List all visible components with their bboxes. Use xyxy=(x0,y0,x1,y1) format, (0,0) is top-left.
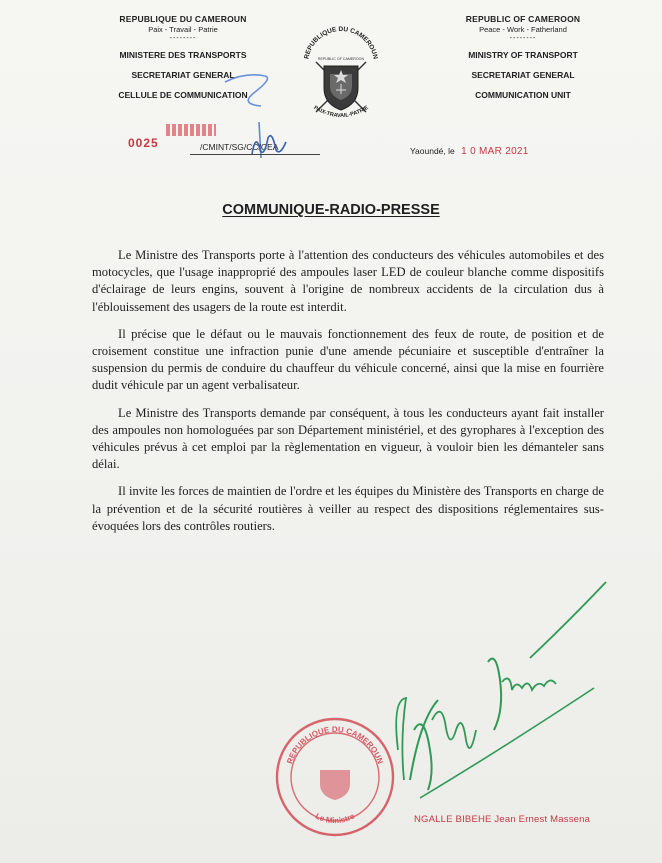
header-left-secretariat: SECRETARIAT GENERAL xyxy=(131,70,235,80)
seal-ring-text: REPUBLIQUE DU CAMEROUN xyxy=(285,724,385,766)
coat-bottom-text: PAIX-TRAVAIL-PATRIE xyxy=(312,104,370,120)
official-seal-icon xyxy=(270,712,400,842)
document-title xyxy=(0,202,662,218)
signature-icon xyxy=(380,580,640,820)
svg-text:REPUBLIQUE DU CAMEROUN xyxy=(303,26,378,60)
header-right-separator: -------- xyxy=(509,35,537,42)
signer-name: NGALLE BIBEHE Jean Ernest Massena xyxy=(414,814,591,825)
svg-text:Le Ministre xyxy=(314,811,357,825)
coat-of-arms-icon xyxy=(296,20,386,130)
document-body xyxy=(92,247,604,545)
coat-sub-text: REPUBLIC OF CAMEROON xyxy=(317,57,365,61)
seal-inner-text: Le Ministre xyxy=(313,811,357,826)
header-left-unit: CELLULE DE COMMUNICATION xyxy=(118,90,248,100)
header-right-country: REPUBLIC OF CAMEROON xyxy=(465,14,581,24)
paragraph: Le Ministre des Transports demande par conséquent, à tous les conducteurs ayant fait installer des ampoules non homologuées par son Département ministériel, et des gyrophares à l'exception des véhicules prévus à cet emploi par la règlementation en vigueur, à vouloir bien les démanteler sans délai. xyxy=(92,405,604,472)
header-right-ministry: MINISTRY OF TRANSPORT xyxy=(468,50,578,60)
date-stamp: 1 0 MAR 2021 xyxy=(461,146,529,157)
document-title-text: COMMUNIQUE-RADIO-PRESSE xyxy=(222,202,440,218)
reference-stamp-mark xyxy=(166,124,216,136)
header-right-motto: Peace - Work - Fatherland xyxy=(479,25,567,34)
date-line xyxy=(410,146,529,157)
header-right xyxy=(428,14,618,100)
reference-number: 0025 xyxy=(128,136,159,150)
date-place-label: Yaoundé, le xyxy=(410,146,455,156)
paragraph: Il précise que le défaut ou le mauvais fonctionnement des feux de route, de position et de croisement constitue une infraction punie d'une amende pécuniaire et susceptible d'entraîner la suspension du permis de conduire du chauffeur du véhicule concerné, ainsi que la mise en fourrière dudit véhicule par un agent verbalisateur. xyxy=(92,326,604,393)
header-left-ministry: MINISTERE DES TRANSPORTS xyxy=(119,50,247,60)
coat-top-text: REPUBLIQUE DU CAMEROUN xyxy=(303,25,379,60)
header-left-separator: -------- xyxy=(169,35,197,42)
paragraph: Il invite les forces de maintien de l'ordre et les équipes du Ministère des Transports en charge de la prévention et de la sécurité routières à veiller au respect des dispositions réglementaires sus-évoquées lors des contrôles routiers. xyxy=(92,484,604,533)
header-right-secretariat: SECRETARIAT GENERAL xyxy=(471,70,575,80)
reference-path: /CMINT/SG/CC/CEA xyxy=(200,142,279,152)
header-right-unit: COMMUNICATION UNIT xyxy=(475,90,571,100)
initials-icon xyxy=(246,128,296,160)
header-left-motto: Paix - Travail - Patrie xyxy=(148,25,218,34)
paragraph: Le Ministre des Transports porte à l'attention des conducteurs des véhicules automobiles et des motocycles, que l'usage inapproprié des ampoules laser LED de couleur blanche comme dispositifs d'éclairage de leurs engins, souvent à l'origine de nombreux accidents de la circulation dus à l'éblouissement des usagers de la route est interdit. xyxy=(92,248,604,314)
header-left-country: REPUBLIQUE DU CAMEROUN xyxy=(119,14,247,24)
